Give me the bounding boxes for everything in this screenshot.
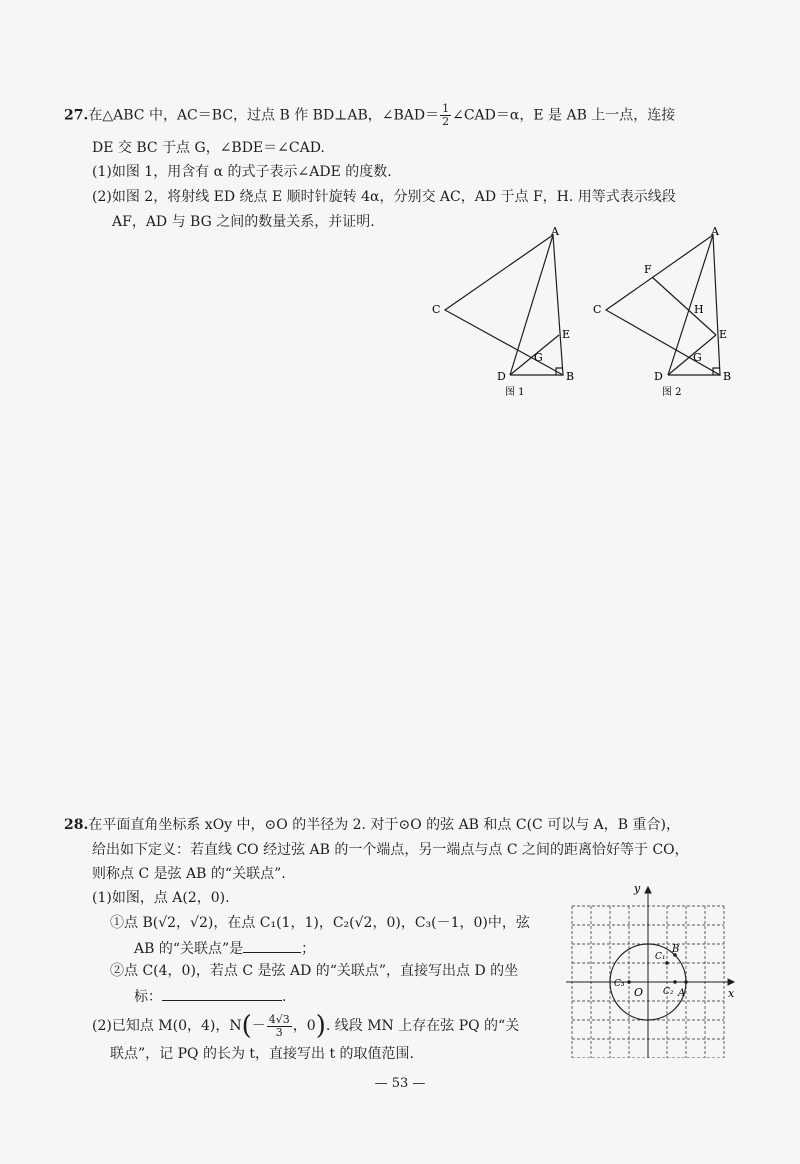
label-b: B [723, 370, 732, 383]
point-a [684, 980, 688, 984]
fig2-caption: 图 2 [662, 387, 682, 398]
label-d: D [497, 370, 506, 383]
q27-number: 27. [64, 107, 89, 124]
label-a: A [711, 225, 719, 238]
label-b: B [566, 370, 575, 383]
fraction-4root3-over-3: $\frac{4√3}{3}$ [268, 1012, 290, 1039]
q28-line3: 则称点 C 是弦 AB 的“关联点”. [92, 866, 286, 882]
label-o: O [634, 986, 644, 999]
label-f: F [644, 263, 652, 276]
page-number: — 53 — [374, 1076, 426, 1091]
q28-line2: 给出如下定义：若直线 CO 经过弦 AB 的一个端点，另一端点与点 C 之间的距离恰好等于 CO， [92, 842, 689, 858]
label-y: y [634, 882, 641, 895]
y-axis-arrow-icon [645, 887, 651, 893]
q27-part1: (1)如图 1，用含有 α 的式子表示∠ADE 的度数. [92, 164, 392, 180]
q28-part2-line2: 联点”，记 PQ 的长为 t，直接写出 t 的取值范围. [110, 1046, 415, 1062]
q28-coordinate-figure [560, 878, 740, 1058]
point-c2 [673, 980, 677, 984]
q27-part2-line2: AF，AD 与 BG 之间的数量关系，并证明. [112, 214, 375, 230]
segment-ad [668, 235, 713, 375]
label-g: G [693, 351, 702, 364]
label-c3: C₃ [614, 979, 625, 989]
label-c1: C₁ [655, 952, 666, 962]
q27-part2-line1: (2)如图 2，将射线 ED 绕点 E 顺时针旋转 4α，分别交 AC，AD 于点 F，H. 用等式表示线段 [92, 189, 676, 205]
q27-statement-line1 [64, 103, 675, 128]
label-c: C [593, 303, 602, 316]
q28-number: 28. [64, 817, 89, 833]
label-a: A [678, 988, 686, 999]
segment-ad [510, 235, 553, 375]
point-c3 [627, 980, 631, 984]
q27-statement-line2: DE 交 BC 于点 G，∠BDE＝∠CAD. [92, 140, 325, 156]
q27-stmt-a: 在△ABC 中，AC＝BC，过点 B 作 BD⊥AB，∠BAD＝ [88, 107, 440, 124]
answer-blank-2[interactable] [162, 986, 282, 1001]
q28-part1: (1)如图，点 A(2，0). [92, 890, 230, 906]
answer-blank-1[interactable] [243, 938, 301, 953]
q27-stmt-b: ∠CAD＝α，E 是 AB 上一点，连接 [452, 107, 676, 124]
x-axis-arrow-icon [728, 979, 734, 985]
label-x: x [728, 987, 735, 1000]
label-c: C [432, 303, 441, 316]
q28-sub2-line1: ②点 C(4，0)，若点 C 是弦 AD 的“关联点”，直接写出点 D 的坐 [110, 963, 519, 979]
label-e: E [562, 328, 571, 341]
label-c2: C₂ [663, 987, 674, 997]
q28-sub2-line2: 标： . [134, 986, 286, 1007]
label-a: A [551, 225, 559, 238]
q28-line1: 28.在平面直角坐标系 xOy 中，⊙O 的半径为 2. 对于⊙O 的弦 AB 和点 C(C 可以与 A，B 重合)， [64, 817, 680, 833]
fig1-caption: 图 1 [505, 387, 525, 398]
point-c1 [665, 961, 669, 965]
q27-figure-1 [425, 225, 585, 405]
label-d: D [654, 370, 663, 383]
q28-part2-line1: (2)已知点 M(0，4)，N(－ $\frac{4√3}{3}$ ，0). 线段 MN 上存在弦 PQ 的“关 [92, 1011, 520, 1041]
fraction-one-half: $\frac{1}{2}$ [442, 102, 450, 128]
triangle-abc [445, 235, 563, 375]
label-e: E [719, 328, 728, 341]
label-g: G [534, 351, 543, 364]
label-h: H [694, 303, 704, 316]
label-b: B [672, 944, 680, 955]
q28-sub1-line1: ①点 B(√2，√2)，在点 C₁(1，1)，C₂(√2，0)，C₃(－1，0)中，弦 [110, 915, 530, 931]
q27-figure-2 [590, 225, 750, 405]
q28-sub1-line2: AB 的“关联点”是 ； [134, 938, 315, 959]
